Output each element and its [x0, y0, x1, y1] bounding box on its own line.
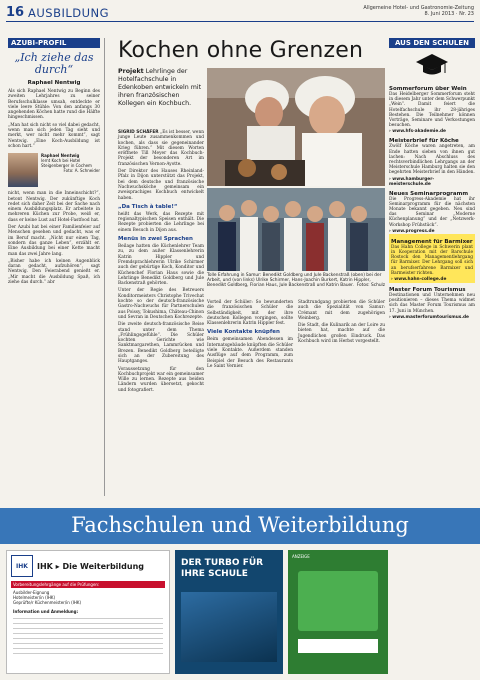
section-title: AUSBILDUNG — [28, 6, 110, 20]
sidebar-item: Neues Seminarprogramm Die Progress-Akademie hat ihr Seminarprogramm für die nächsten Monate bekannt gegeben. Neu sind das Seminar „Moderne Küchenplanung“ und der „Netzwerk-Workshop Frühstück“. › www.progress.de — [389, 190, 475, 234]
ihk-ad-title: IHK ▸ Die Weiterbildung — [37, 561, 145, 571]
sidebar-item: Master Forum Tourismus Destinationen und Unternehmen neu positionieren – dieses Thema widmet sich das Master Forum Tourismus am 17. Juni in München. › www.masterforumtourismus.de — [389, 287, 475, 320]
portrait-caption-role: lernt Koch bei Hotel Steigenberger in Cochem — [41, 158, 92, 169]
ihk-ad[interactable] — [6, 550, 170, 674]
graduation-cap-icon — [389, 52, 475, 82]
allgz-ad[interactable] — [288, 550, 388, 674]
profile-para: nicht, wenn man in die Inneinschicht?“, betont Nentwig. Der zukünftige Koch redet sich daher Zeit bei der Sache nach einem Ausbildungsplatz. Er arbeitete in mehreren Küchen zur Probe, weiß er, dass er keine Lust auf Hotel-Fastfood hat. — [8, 191, 100, 223]
ihk-ad-info: Information und Anmeldung: — [13, 609, 79, 614]
article-headline: Kochen ohne Grenzen — [118, 38, 364, 63]
allgz-ad-cta — [298, 639, 378, 653]
sidebar-link[interactable]: › www.hamburger-meisterschule.de — [389, 176, 435, 187]
allgz-ad-image — [298, 571, 378, 631]
article-column-3: Vorteil der Schüler: So bewunderten die französischen Schüler die Selbständigkeit, mit der ihre deutschen Kollegen vorgingen, sollte Klassenlehrerin Katrin Hippler fest. Viele Kontakte knüpfen Beim gemeinsamen Abendessen im Internatsgebäude knüpften die Schüler viele Kontakte. Außerdem standen Ausflüge auf dem Programm, zum Beispiel der Besuch des Restaurants Le Saint Vernier. — [207, 300, 293, 369]
ihk-logo: IHK — [11, 555, 33, 577]
profile-quote: „Ich ziehe das durch“ — [14, 51, 94, 76]
portrait-block — [8, 153, 100, 187]
page-header — [6, 4, 474, 22]
sidebar-link[interactable]: › www.hfs-akademie.de — [389, 129, 446, 135]
article-column-4: Stadtrundgang probierten die Schüler auch die Spezialität von Samur: Crémant mit dem zugehörigen Weinberg. Die Stadt, die Kulinarik an der Loire zu bieten hat, machte auf die Jugendlichen großen Eindruck. Das Kochbuch wird im Herbst vorgestellt. — [298, 300, 385, 345]
article-deck: Projekt Lehrlinge der Hotelfachschule in Edenkoben entwickeln mit ihren französischen Kollegen ein Kochbuch. — [118, 68, 202, 107]
sidebar-tag: AUS DEN SCHULEN — [389, 38, 475, 48]
portrait-credit: Foto: A. Schneider — [63, 168, 100, 174]
kitchen-photo-illustration — [207, 68, 385, 271]
profile-para: „Man hat sich nicht so viel dabei gedacht, wenn man sich jeden Tag sieht und merkt, wer nicht mehr kommt“, sagt Nentwig. „Eine Koch-Ausbildung ist schon hart.“ — [8, 122, 100, 149]
allgz-ad-label: ANZEIGE — [292, 554, 310, 559]
sidebar-link[interactable]: › www.masterforumtourismus.de — [389, 314, 469, 320]
sidebar-items — [389, 86, 475, 320]
subheading: Menüs in zwei Sprachen — [118, 236, 193, 243]
article-photo — [207, 68, 385, 271]
sidebar-item: Meisterbrief für Köche Zwölf Köche waren angetreten, am Ende hatten sieben von ihnen gut lachen: Nach Abschluss des rechtsverbindlichen Lehrgangs an der Meisterschule Hamburg halten sie den begehrten Meisterbrief in den Händen. › www.hamburger-meisterschule.de — [389, 138, 475, 187]
photo-credit: Fotos: Schulz — [356, 283, 385, 289]
sidebar-item: Sommerforum über Wein Das Heidelberger Sommerforum steht in diesem Jahr unter dem Schwerpunkt „Wein“. Damit feiert die Hotelfachschule ihr 28-jähriges Bestehen. Die Teilnehmer können Vorträge, Seminare und Verkostungen besuchen. › www.hfs-akademie.de — [389, 86, 475, 135]
portrait-caption-name: Raphael Nentwig — [41, 153, 80, 159]
subheading: Viele Kontakte knüpfen — [207, 329, 280, 336]
column-divider — [104, 38, 105, 496]
banner-title: Fachschulen und Weiterbildung — [71, 513, 409, 537]
section-banner — [0, 508, 480, 544]
article-column-1: SIGRID SCHÄFER „Es ist besser, wenn junge Leute zusammenkommen und kochen, als dass sie gegeneinander Krieg führen.“ Mit diesem Worten eröffnete Till Meyer das Kochbuch-Projekt der besonderen Art im französischen Vernon-Ayotte. Der Direktor des Hauses Rheinland-Pfalz in Dijon unterstützt das Projekt, bei dem deutsche und französische Nachwuchsköche gemeinsam ein zweisprachiges Kochbuch entwickelt haben. „Da Tisch à table!“ heißt das Werk, das Rezepte mit regionaltypischen Speisen enthält. Die Rezepte probierten die Lehrlinge bei einem Besuch in Dijon aus. Menüs in zwei Sprachen Beilage hatten die Küchenlehrer Team zu, zu dem außer Klassenlehrerin Katrin Hippler und Fremdsprachlehrerin Ulrike Schirmer auch der gebürtige Koch, Konditor und Küchenchef Florian Haus sowie die Lehrlinge Benedikt Goldberg und Jule Backenstraß gehörten. Unter der Regie des Betreuers Konditormeisters Christophe Trivechat kochte so der deutsch-französische Gastro-Nachwuchs für Partnerschulen aus Poissy, Tokushima, Château-Chinon und Sevran in Deutschen Kochrezepte. Die zweite deutsch-französische Reise stand unter dem Thema „Frühlingsgefühle“. Die Schüler kochten Gerichte wie Sanktmargarethen, Lammrücken und Brezen. Benedikt Goldberg beteiligte sich an der Zubereitung des Hauptganges. Voraussetzung für den Kochbuchprojekt war ein gemeinsamer Wille zu lernen. Rezepte aus beiden Ländern wurden übersetzt, gekocht und fotografiert. — [118, 130, 204, 393]
ihk-ad-list: Ausbilder-Eignung Hotelmeister/in (IHK) Geprüfte/r Küchenmeister/in (IHK) — [13, 590, 82, 605]
ihk-ad-subtitle: Vorbereitungslehrgänge auf die Prüfungen: — [11, 581, 165, 588]
profile-para: Der Azubi hat bei einer Familienfeier auf Menschen gesehen und gedacht, was er im Beruf macht. „Nicht nur einen Tag, sondern das ganze Leben“, erzählt er. Eine Ausbildung bei einer Kette macht man das zwei Jahre lang. — [8, 225, 100, 257]
sidebar-link[interactable]: › www.progress.de — [389, 228, 435, 234]
turbo-ad-image — [181, 592, 277, 662]
portrait-photo — [8, 153, 38, 187]
publication-info: Allgemeine Hotel- und Gastronomie-Zeitung 8. Juni 2013 · Nr. 23 — [363, 5, 474, 17]
azubi-profile — [8, 38, 100, 285]
turbo-ad-title: DER TURBO FÜR IHRE SCHULE — [181, 558, 264, 579]
section-tag: AZUBI-PROFIL — [8, 38, 100, 48]
school-news-sidebar — [389, 38, 475, 320]
turbo-ad[interactable] — [175, 550, 283, 674]
ihk-ad-details — [13, 618, 163, 658]
page-number: 16 — [6, 5, 25, 20]
profile-para: „Bisher habe ich keinen Augenblick daran gedacht, aufzuhören“, sagt Nentwig. Den Feierabend genießt er. „Mir macht die Ausbildung Spaß, ich ziehe das durch.“ abr — [8, 258, 100, 286]
sidebar-item-highlighted: Management für Barmixer Das Hahn College in Schwerin plant in Kooperation mit der Barschule Rostock den Managementlehrgang für Barmixer. Der Lehrgang soll sich an berufserfahrene Barmixer und Barmeister richten. › www.hahn-college.de — [389, 234, 475, 283]
subheading: „Da Tisch à table!“ — [118, 203, 178, 210]
article-author: SIGRID SCHÄFER — [118, 130, 159, 135]
sidebar-link[interactable]: › www.hahn-college.de — [391, 277, 447, 283]
photo-caption: Tolle Erfahrung in Samur: Benedikt Goldberg und Jule Backenstraß (oben) bei der Arbeit, und (von links) Ulrike Schirmer, Hans-Joachin Burkert, Katrin Hippler, Benedikt Goldberg, Florian Haus, Jule Backenstraß und Katrin Bauer. Fotos: Schulz — [207, 273, 385, 289]
profile-byline: Raphael Nentwig — [27, 80, 81, 86]
profile-intro: Als sich Raphael Nentwig zu Beginn des zweiten Lehrjahres zu seiner Berufsschulklasse umsah, entdeckte er viele leere Stühle: Von den anfangs 30 angehenden Köchen hatte rund die Hälfte hingeschmissen. — [8, 89, 100, 121]
